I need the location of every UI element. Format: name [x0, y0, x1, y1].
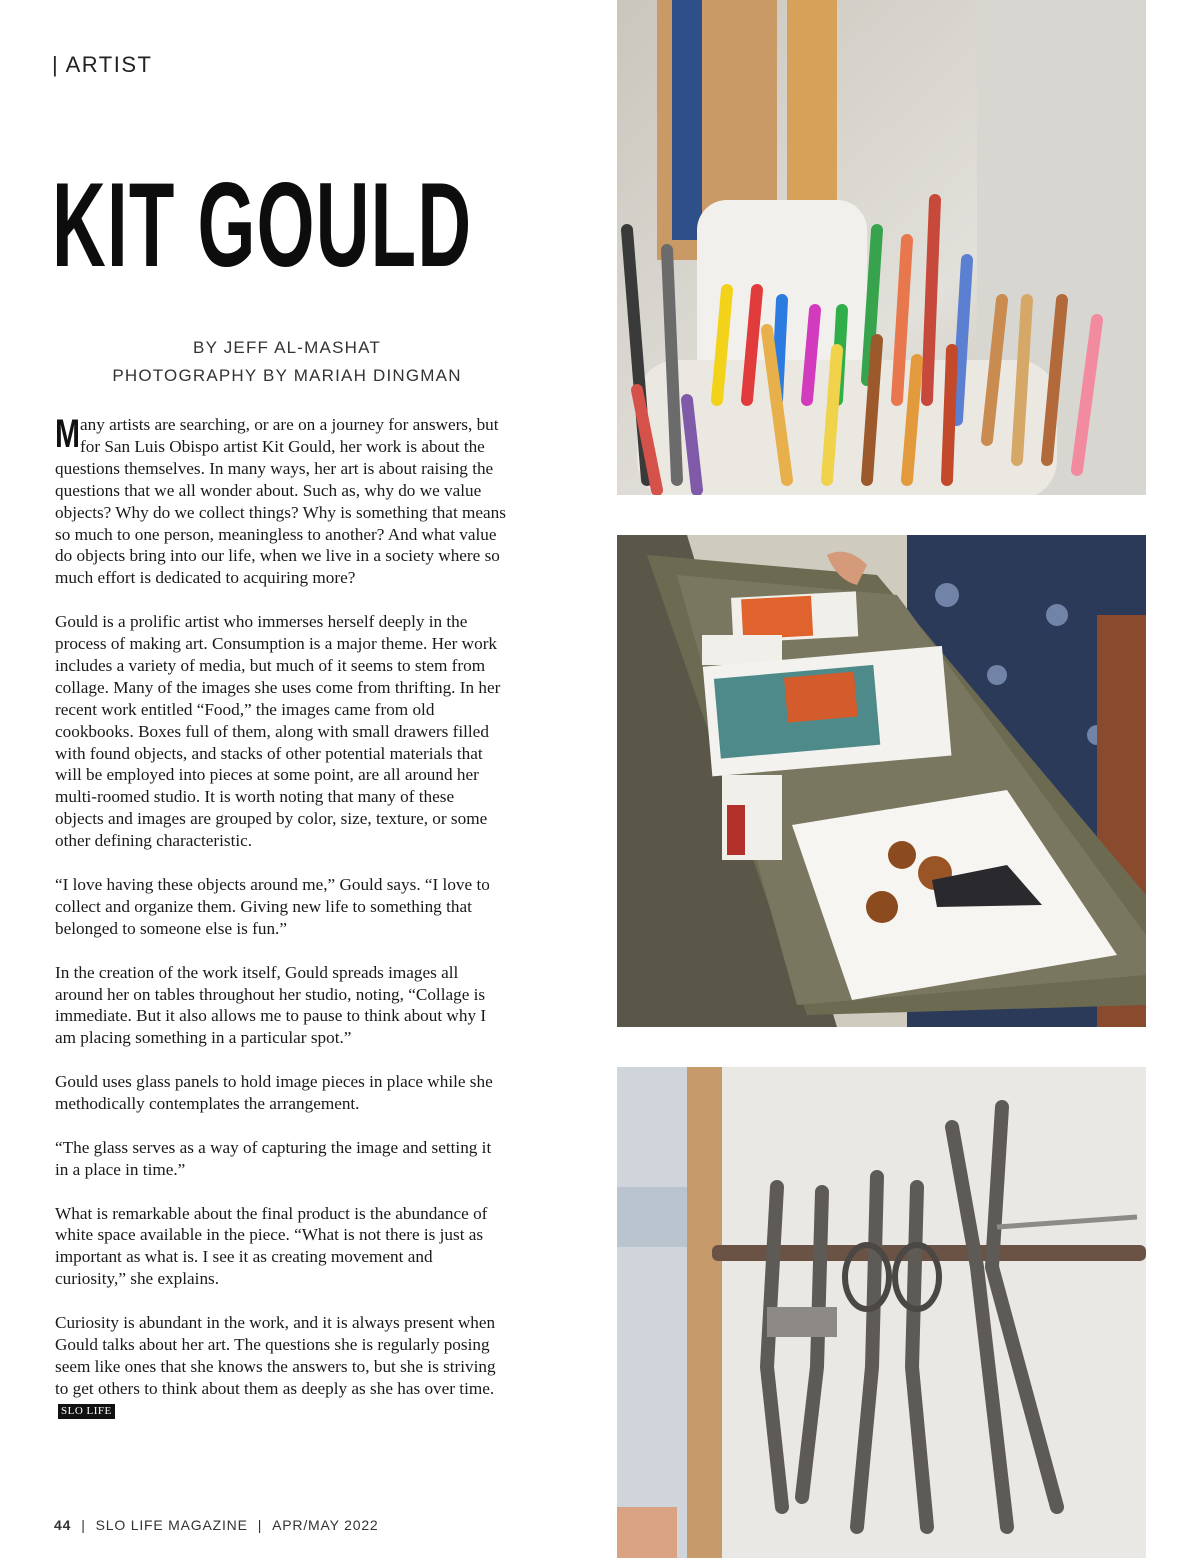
paragraph-7: What is remarkable about the final product is the abundance of white space available in the piece. “What is not there is just as important as what is. I see it as creating movement and curiosity,” she explains. — [55, 1203, 488, 1289]
paragraph-1-text: any artists are searching, or are on a journey for answers, but for San Luis Obispo artist Kit Gould, her work is about the questions themselves. In many ways, her art is about raising the questions that we all wonder about. Such as, why do we value objects? Why do we collect things? Why is something that means so much to one person, meaningless to another? And what value do objects bring into our life, when we live in a society where so much effort is dedicated to acquiring more? — [55, 415, 506, 588]
byline: BY JEFF AL-MASHAT — [193, 338, 381, 357]
photo-hanging-tools — [617, 1067, 1146, 1558]
paragraph-1 — [55, 414, 507, 589]
photo-pencil-cup — [617, 0, 1146, 495]
paragraph-5: Gould uses glass panels to hold image pieces in place while she methodically contemplates the arrangement. — [55, 1072, 493, 1114]
page-number: 44 — [54, 1517, 72, 1533]
photo-collage-drawer — [617, 535, 1146, 1027]
issue-date: APR/MAY 2022 — [272, 1517, 379, 1533]
article-title: KIT GOULD — [52, 158, 473, 292]
section-tag: | ARTIST — [52, 52, 153, 77]
drop-cap: M — [55, 412, 80, 456]
photo-credit: PHOTOGRAPHY BY MARIAH DINGMAN — [112, 366, 462, 385]
end-mark-logo: SLO LIFE — [58, 1404, 115, 1419]
article-credits — [60, 334, 514, 390]
paragraph-2: Gould is a prolific artist who immerses herself deeply in the process of making art. Consumption is a major theme. Her work includes a variety of media, but much of it seems to stem from collage. Many of the images she uses come from thrifting. In her recent work entitled “Food,” the images came from old cookbooks. Boxes full of them, along with small drawers filled with found objects, and stacks of other potential materials that will be employed into pieces at some point, are all around her multi-roomed studio. It is worth noting that many of these objects and images are grouped by color, size, texture, or some other defining characteristic. — [55, 612, 501, 851]
article-body — [55, 414, 507, 1443]
paragraph-3: “I love having these objects around me,” Gould says. “I love to collect and organize them. Giving new life to something that belonged to someone else is fun.” — [55, 875, 490, 938]
page-footer: 44 | SLO LIFE MAGAZINE | APR/MAY 2022 — [54, 1517, 379, 1533]
paragraph-6: “The glass serves as a way of capturing the image and setting it in a place in time.” — [55, 1137, 492, 1179]
paragraph-4: In the creation of the work itself, Gould spreads images all around her on tables throughout her studio, noting, “Collage is immediate. But it also allows me to pause to think about why I am placing something in a particular spot.” — [55, 962, 487, 1048]
paragraph-8-text: Curiosity is abundant in the work, and it is always present when Gould talks about her art. The questions she is regularly posing seem like ones that she knows the answers to, but she is striving to get others to think about them as deeply as she has over time. — [55, 1313, 496, 1398]
paragraph-8 — [55, 1312, 507, 1422]
magazine-name: SLO LIFE MAGAZINE — [95, 1517, 248, 1533]
